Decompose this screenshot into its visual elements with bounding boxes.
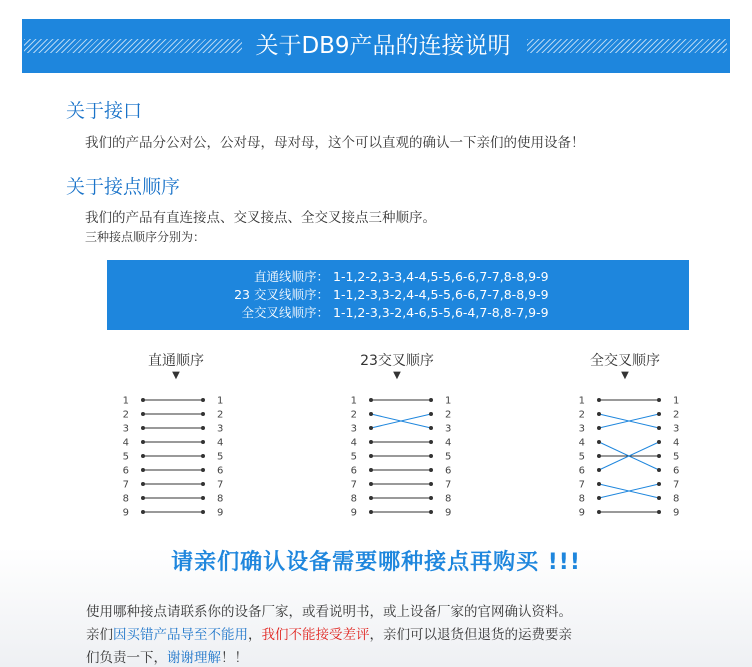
order-row-straight — [107, 269, 689, 285]
pin-label-left: 5 — [350, 451, 357, 463]
note-line-1: 使用哪种接点请联系你的设备厂家，或看说明书，或上设备厂家的官网确认资料。 — [86, 604, 572, 620]
pin-dot-right — [201, 412, 205, 416]
pin-label-left: 4 — [578, 437, 585, 449]
pin-label-right: 9 — [673, 507, 680, 519]
down-arrow-icon: ▼ — [172, 370, 180, 381]
pin-label-left: 9 — [122, 507, 129, 519]
pin-label-left: 3 — [122, 423, 129, 435]
pin-label-left: 8 — [350, 493, 357, 505]
pin-label-left: 8 — [122, 493, 129, 505]
order-label: 直通线顺序： — [253, 269, 329, 284]
pin-label-right: 2 — [673, 409, 680, 421]
pin-label-left: 1 — [350, 395, 357, 407]
order-label: 23 交叉线顺序： — [234, 287, 329, 302]
pin-label-right: 3 — [217, 423, 224, 435]
pin-dot-left — [369, 496, 373, 500]
pin-label-left: 3 — [578, 423, 585, 435]
pin-label-right: 2 — [445, 409, 452, 421]
pin-dot-right — [201, 440, 205, 444]
pin-dot-left — [141, 482, 145, 486]
diagram-title-full-cross: 全交叉顺序 — [590, 353, 660, 369]
pin-dot-right — [201, 426, 205, 430]
pin-label-right: 7 — [217, 479, 224, 491]
pin-dot-right — [657, 426, 661, 430]
pin-dot-left — [369, 482, 373, 486]
pin-dot-right — [201, 496, 205, 500]
pin-label-right: 4 — [445, 437, 452, 449]
pin-dot-left — [597, 468, 601, 472]
pin-dot-right — [429, 496, 433, 500]
pin-dot-right — [657, 496, 661, 500]
pin-label-right: 1 — [217, 395, 224, 407]
contact-order-subtext: 三种接点顺序分别为： — [85, 230, 206, 244]
pin-dot-right — [201, 482, 205, 486]
note-line-2 — [86, 623, 572, 643]
order-label: 全交叉线顺序： — [241, 305, 329, 320]
pin-label-right: 8 — [673, 493, 680, 505]
pin-dot-right — [429, 440, 433, 444]
pin-label-right: 5 — [673, 451, 680, 463]
pin-label-left: 2 — [122, 409, 129, 421]
note-highlight-red: 我们不能接受差评 — [261, 627, 370, 643]
pin-dot-right — [429, 412, 433, 416]
pin-label-right: 6 — [217, 465, 224, 477]
pin-dot-left — [597, 454, 601, 458]
wiring-diagram-23-cross — [343, 390, 463, 520]
pin-dot-left — [369, 440, 373, 444]
pin-dot-left — [141, 398, 145, 402]
pin-dot-left — [141, 454, 145, 458]
pin-dot-left — [597, 440, 601, 444]
pin-dot-right — [429, 454, 433, 458]
pin-label-left: 2 — [578, 409, 585, 421]
pin-dot-right — [657, 440, 661, 444]
down-arrow-icon: ▼ — [621, 370, 629, 381]
order-sequence: 1-1,2-3,3-2,4-4,5-5,6-6,7-7,8-8,9-9 — [333, 287, 549, 302]
diagram-title-straight: 直通顺序 — [148, 353, 204, 369]
pin-label-right: 9 — [217, 507, 224, 519]
pin-label-left: 7 — [122, 479, 129, 491]
pin-label-left: 9 — [350, 507, 357, 519]
note-text: ！！ — [221, 650, 248, 666]
pin-dot-left — [369, 510, 373, 514]
pin-dot-right — [657, 412, 661, 416]
pin-dot-left — [597, 496, 601, 500]
pin-label-right: 7 — [673, 479, 680, 491]
purchase-reminder: 请亲们确认设备需要哪种接点再购买 !!! — [171, 550, 581, 575]
pin-dot-left — [597, 510, 601, 514]
pin-dot-right — [429, 468, 433, 472]
note-text: 们负责一下， — [86, 650, 167, 666]
pin-dot-left — [369, 426, 373, 430]
pin-dot-left — [597, 412, 601, 416]
pin-label-right: 2 — [217, 409, 224, 421]
pin-label-right: 9 — [445, 507, 452, 519]
header-banner — [22, 19, 730, 73]
pin-label-right: 1 — [445, 395, 452, 407]
pin-dot-right — [201, 454, 205, 458]
note-highlight-blue: 因买错产品导至不能用 — [113, 627, 248, 643]
pin-dot-left — [369, 412, 373, 416]
pin-label-left: 5 — [122, 451, 129, 463]
pin-dot-left — [369, 398, 373, 402]
pin-dot-left — [141, 412, 145, 416]
pin-label-right: 3 — [673, 423, 680, 435]
contact-order-heading: 关于接点顺序 — [66, 176, 181, 198]
pin-label-left: 4 — [350, 437, 357, 449]
down-arrow-icon: ▼ — [393, 370, 401, 381]
order-row-23-cross — [107, 287, 689, 303]
pin-dot-right — [429, 426, 433, 430]
pin-dot-left — [369, 468, 373, 472]
pin-dot-right — [657, 454, 661, 458]
pin-label-right: 4 — [217, 437, 224, 449]
pin-dot-left — [369, 454, 373, 458]
pin-dot-left — [597, 398, 601, 402]
pin-dot-right — [201, 510, 205, 514]
pin-dot-right — [657, 482, 661, 486]
pin-label-right: 6 — [445, 465, 452, 477]
order-sequence: 1-1,2-3,3-2,4-6,5-5,6-4,7-8,8-7,9-9 — [333, 305, 549, 320]
pin-label-right: 5 — [217, 451, 224, 463]
pin-label-left: 3 — [350, 423, 357, 435]
note-text: ， — [248, 627, 262, 643]
page-title: 关于DB9产品的连接说明 — [255, 33, 511, 59]
pin-label-left: 6 — [350, 465, 357, 477]
pin-dot-left — [597, 482, 601, 486]
note-highlight-blue: 谢谢理解 — [167, 650, 221, 666]
pin-dot-right — [657, 468, 661, 472]
pin-label-left: 9 — [578, 507, 585, 519]
pin-dot-left — [597, 426, 601, 430]
note-line-3 — [86, 646, 248, 666]
interface-heading: 关于接口 — [66, 100, 143, 122]
order-sequence-box — [107, 260, 689, 330]
pin-label-right: 4 — [673, 437, 680, 449]
pin-dot-right — [657, 398, 661, 402]
pin-label-right: 5 — [445, 451, 452, 463]
banner-hatch-right — [527, 39, 727, 53]
pin-label-left: 7 — [350, 479, 357, 491]
pin-label-left: 1 — [578, 395, 585, 407]
pin-dot-right — [201, 468, 205, 472]
pin-label-right: 3 — [445, 423, 452, 435]
pin-label-left: 6 — [122, 465, 129, 477]
pin-label-right: 8 — [445, 493, 452, 505]
diagram-title-23-cross: 23交叉顺序 — [360, 353, 434, 369]
note-text: ，亲们可以退货但退货的运费要亲 — [369, 627, 572, 643]
pin-dot-right — [201, 398, 205, 402]
pin-label-left: 4 — [122, 437, 129, 449]
pin-label-right: 1 — [673, 395, 680, 407]
pin-label-left: 5 — [578, 451, 585, 463]
pin-label-left: 8 — [578, 493, 585, 505]
pin-label-left: 2 — [350, 409, 357, 421]
banner-hatch-left — [24, 39, 242, 53]
pin-dot-left — [141, 440, 145, 444]
note-text: 亲们 — [86, 627, 113, 643]
pin-label-left: 6 — [578, 465, 585, 477]
pin-label-right: 7 — [445, 479, 452, 491]
order-sequence: 1-1,2-2,3-3,4-4,5-5,6-6,7-7,8-8,9-9 — [333, 269, 549, 284]
pin-dot-left — [141, 426, 145, 430]
pin-dot-left — [141, 468, 145, 472]
wiring-diagram-straight — [115, 390, 235, 520]
contact-order-text: 我们的产品有直连接点、交叉接点、全交叉接点三种顺序。 — [85, 210, 436, 226]
pin-dot-left — [141, 496, 145, 500]
pin-dot-right — [429, 510, 433, 514]
interface-text: 我们的产品分公对公，公对母，母对母，这个可以直观的确认一下亲们的使用设备！ — [85, 135, 585, 151]
pin-label-right: 6 — [673, 465, 680, 477]
order-row-full-cross — [107, 305, 689, 321]
pin-label-left: 1 — [122, 395, 129, 407]
pin-label-right: 8 — [217, 493, 224, 505]
pin-dot-right — [429, 482, 433, 486]
pin-dot-left — [141, 510, 145, 514]
pin-dot-right — [429, 398, 433, 402]
wiring-diagram-full-cross — [571, 390, 691, 520]
pin-dot-right — [657, 510, 661, 514]
pin-label-left: 7 — [578, 479, 585, 491]
